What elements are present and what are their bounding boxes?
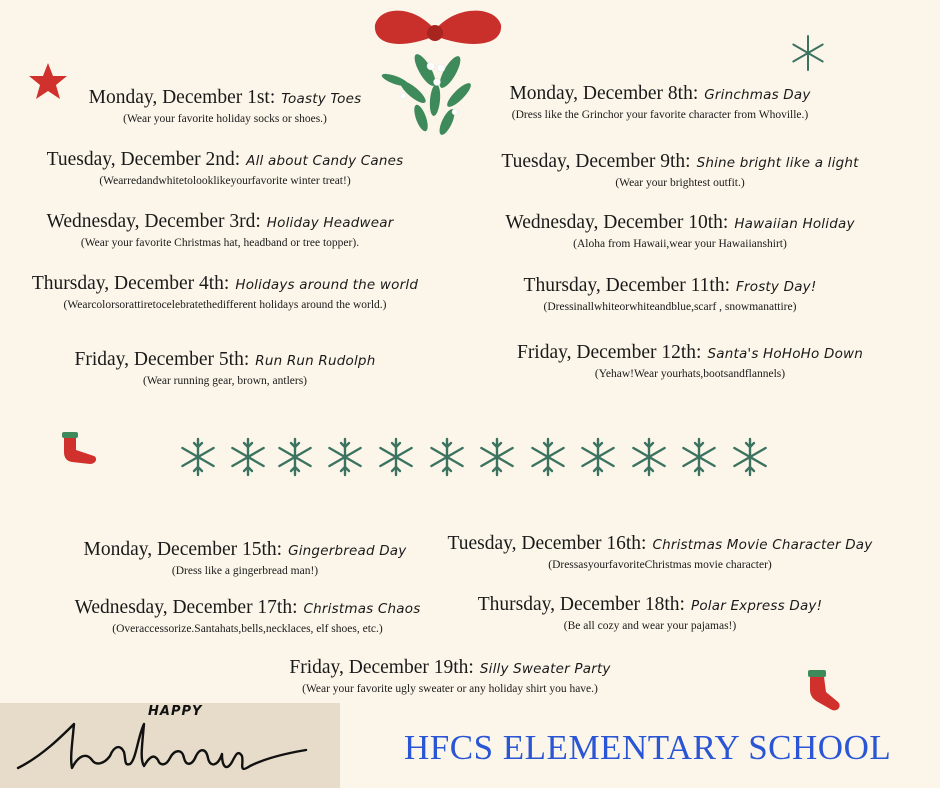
mistletoe-bow-icon [355,0,515,150]
day-entry-dec-9 [480,151,880,191]
snowflake-icon [528,437,568,477]
day-entry-dec-2 [20,149,430,189]
day-entry-dec-3 [15,211,425,251]
day-note: (Yehaw!Wear yourhats,bootsandflannels) [594,368,786,380]
day-heading-line: Friday, December 19th: Silly Sweater Party [289,657,611,678]
day-note: (Wear running gear, brown, antlers) [142,375,308,387]
day-entry-dec-8 [480,83,840,123]
day-heading-line: Friday, December 12th: Santa's HoHoHo Down [516,342,864,363]
day-note: (Wear your brightest outfit.) [615,177,745,189]
day-heading-line: Monday, December 1st: Toasty Toes [88,87,362,108]
day-note: (Overaccessorize.Santahats,bells,necklaces, elf shoes, etc.) [112,623,383,635]
school-name: HFCS ELEMENTARY SCHOOL [404,728,892,767]
day-note: (DressasyourfavoriteChristmas movie character) [548,559,772,571]
snowflake-icon [325,437,365,477]
snowflake-icon [427,437,467,477]
day-entry-dec-1 [60,87,390,127]
day-entry-dec-15 [60,539,430,579]
day-heading-line: Thursday, December 11th: Frosty Day! [523,275,817,296]
holidays-script-lettering [12,716,312,780]
day-heading-line: Friday, December 5th: Run Run Rudolph [74,349,376,370]
day-entry-dec-10 [480,212,880,252]
stocking-icon [56,430,100,466]
day-entry-dec-17 [55,597,440,637]
day-entry-dec-4 [10,273,440,313]
snowflake-icon [275,437,315,477]
snowflake-icon [679,437,719,477]
day-note: (Dress like a gingerbread man!) [171,565,319,577]
day-note: (Dressinallwhiteorwhiteandblue,scarf , snowmanattire) [543,301,797,313]
snowflake-icon [629,437,669,477]
day-heading-line: Wednesday, December 10th: Hawaiian Holiday [505,212,855,233]
day-heading-line: Thursday, December 18th: Polar Express Day! [477,594,823,615]
day-note: (Wear your favorite Christmas hat, headband or tree topper). [80,237,360,249]
day-heading-line: Tuesday, December 9th: Shine bright like a light [501,151,859,172]
day-heading-line: Wednesday, December 3rd: Holiday Headwear [46,211,394,232]
snowflake-icon [730,437,770,477]
day-entry-dec-16 [435,533,885,573]
snowflake-icon [477,437,517,477]
day-note: (Wearcolorsorattiretocelebratethedifferent holidays around the world.) [63,299,387,311]
day-entry-dec-18 [460,594,840,634]
day-heading-line: Wednesday, December 17th: Christmas Chaos [74,597,421,618]
day-heading-line: Tuesday, December 2nd: All about Candy Canes [46,149,404,170]
snowflake-icon [228,437,268,477]
happy-label: HAPPY [148,704,203,719]
day-note: (Aloha from Hawaii,wear your Hawaiianshirt) [573,238,787,250]
day-note: (Be all cozy and wear your pajamas!) [563,620,737,632]
day-heading-line: Tuesday, December 16th: Christmas Movie Character Day [447,533,873,554]
day-entry-dec-19 [265,657,635,697]
day-note: (Wear your favorite ugly sweater or any holiday shirt you have.) [302,683,598,695]
snowflake-icon [578,437,618,477]
snowflake-divider [178,437,778,481]
day-entry-dec-11 [500,275,840,315]
day-heading-line: Thursday, December 4th: Holidays around the world [31,273,419,294]
snowflake-icon [376,437,416,477]
day-note: (Dress like the Grinchor your favorite character from Whoville.) [511,109,809,121]
snowflake-icon [178,437,218,477]
day-note: (Wear your favorite holiday socks or shoes.) [123,113,327,125]
day-note: (Wearredandwhitetolooklikeyourfavorite winter treat!) [99,175,351,187]
day-heading-line: Monday, December 15th: Gingerbread Day [83,539,407,560]
stocking-icon [804,668,844,714]
snowflake-icon [788,33,828,73]
day-entry-dec-12 [495,342,885,382]
day-heading-line: Monday, December 8th: Grinchmas Day [509,83,811,104]
day-entry-dec-5 [40,349,410,389]
